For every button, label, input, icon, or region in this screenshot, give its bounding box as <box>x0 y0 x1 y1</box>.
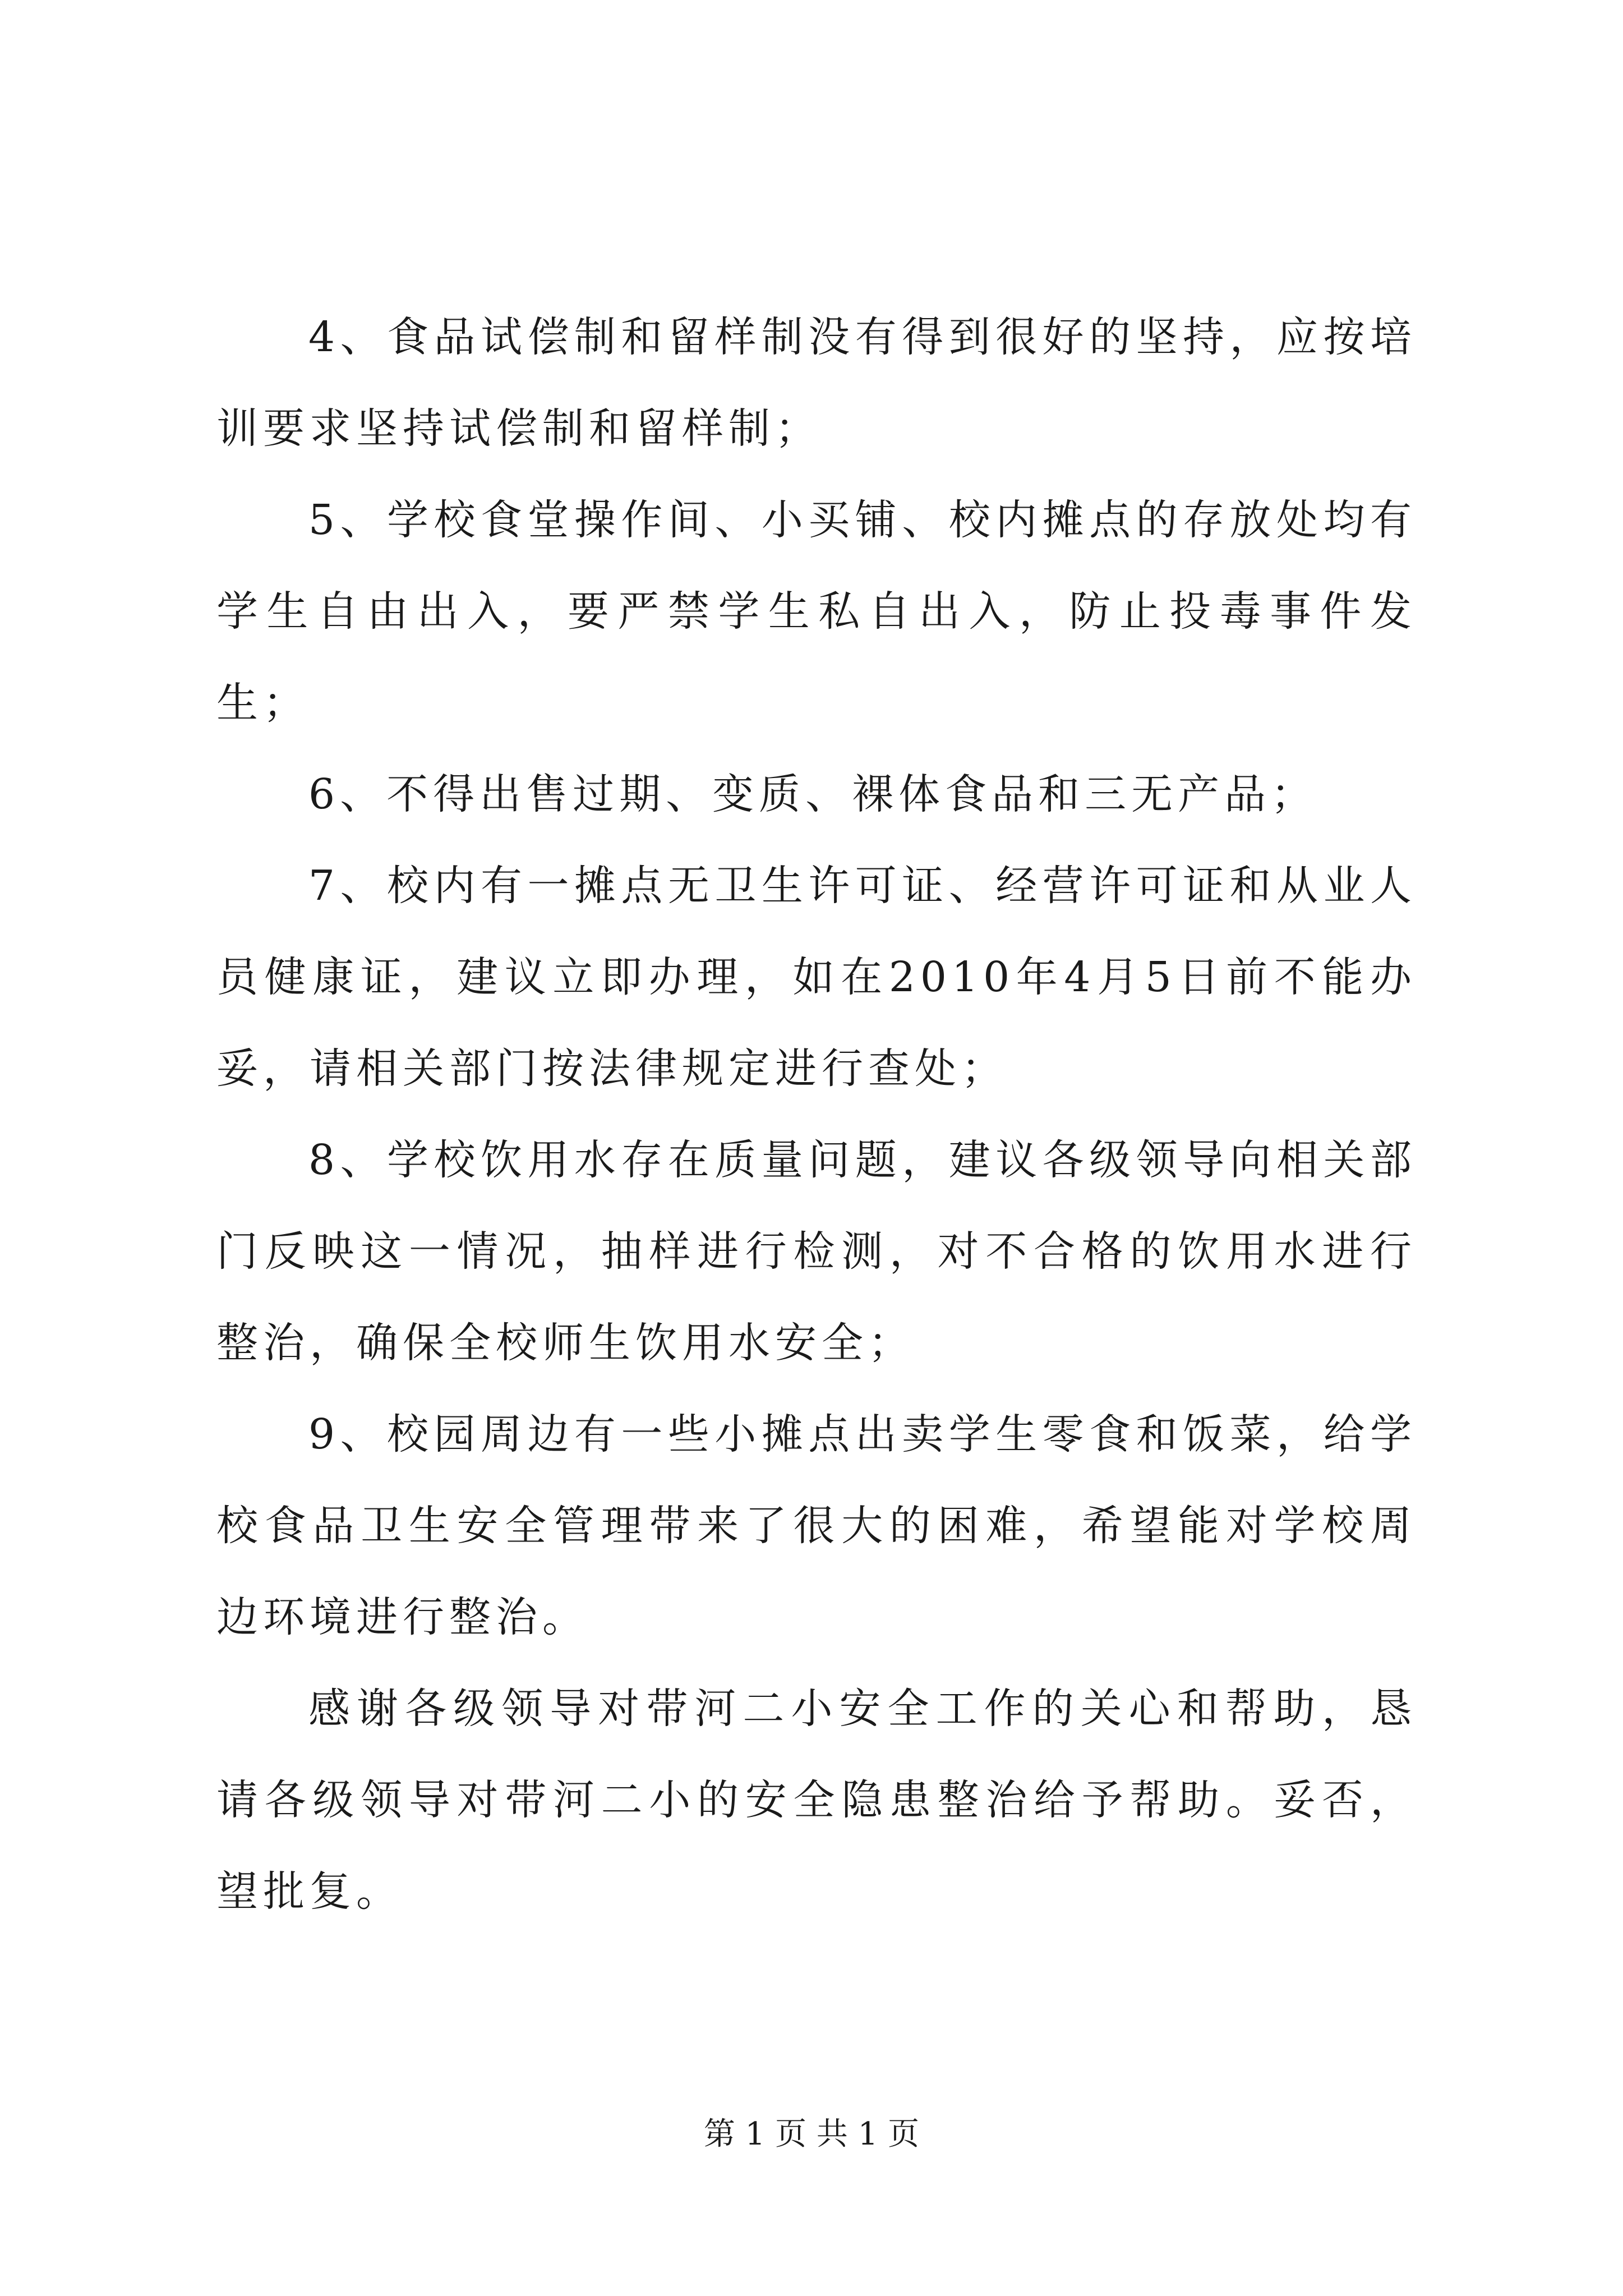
paragraph-item-8: 8、学校饮用水存在质量问题，建议各级领导向相关部门反映这一情况，抽样进行检测，对不合格的饮用水进行整治，确保全校师生饮用水安全； <box>216 1136 1417 1367</box>
paragraph-item-4: 4、食品试偿制和留样制没有得到很好的坚持，应按培训要求坚持试偿制和留样制； <box>216 313 1417 453</box>
closing-paragraph: 感谢各级领导对带河二小安全工作的关心和帮助，恳请各级领导对带河二小的安全隐患整治给予帮助。妥否，望批复。 <box>216 1685 1417 1916</box>
paragraph-item-5: 5、学校食堂操作间、小买铺、校内摊点的存放处均有学生自由出入，要严禁学生私自出入，防止投毒事件发生； <box>216 496 1417 727</box>
paragraph-item-9: 9、校园周边有一些小摊点出卖学生零食和饭菜，给学校食品卫生安全管理带来了很大的困难，希望能对学校周边环境进行整治。 <box>216 1410 1417 1641</box>
document-body <box>216 292 1417 1938</box>
page-footer: 第 1 页 共 1 页 <box>703 2116 920 2152</box>
paragraph-item-7: 7、校内有一摊点无卫生许可证、经营许可证和从业人员健康证，建议立即办理，如在2010年4月5日前不能办妥，请相关部门按法律规定进行查处； <box>216 862 1417 1093</box>
paragraph-item-6: 6、不得出售过期、变质、裸体食品和三无产品； <box>308 770 1318 818</box>
